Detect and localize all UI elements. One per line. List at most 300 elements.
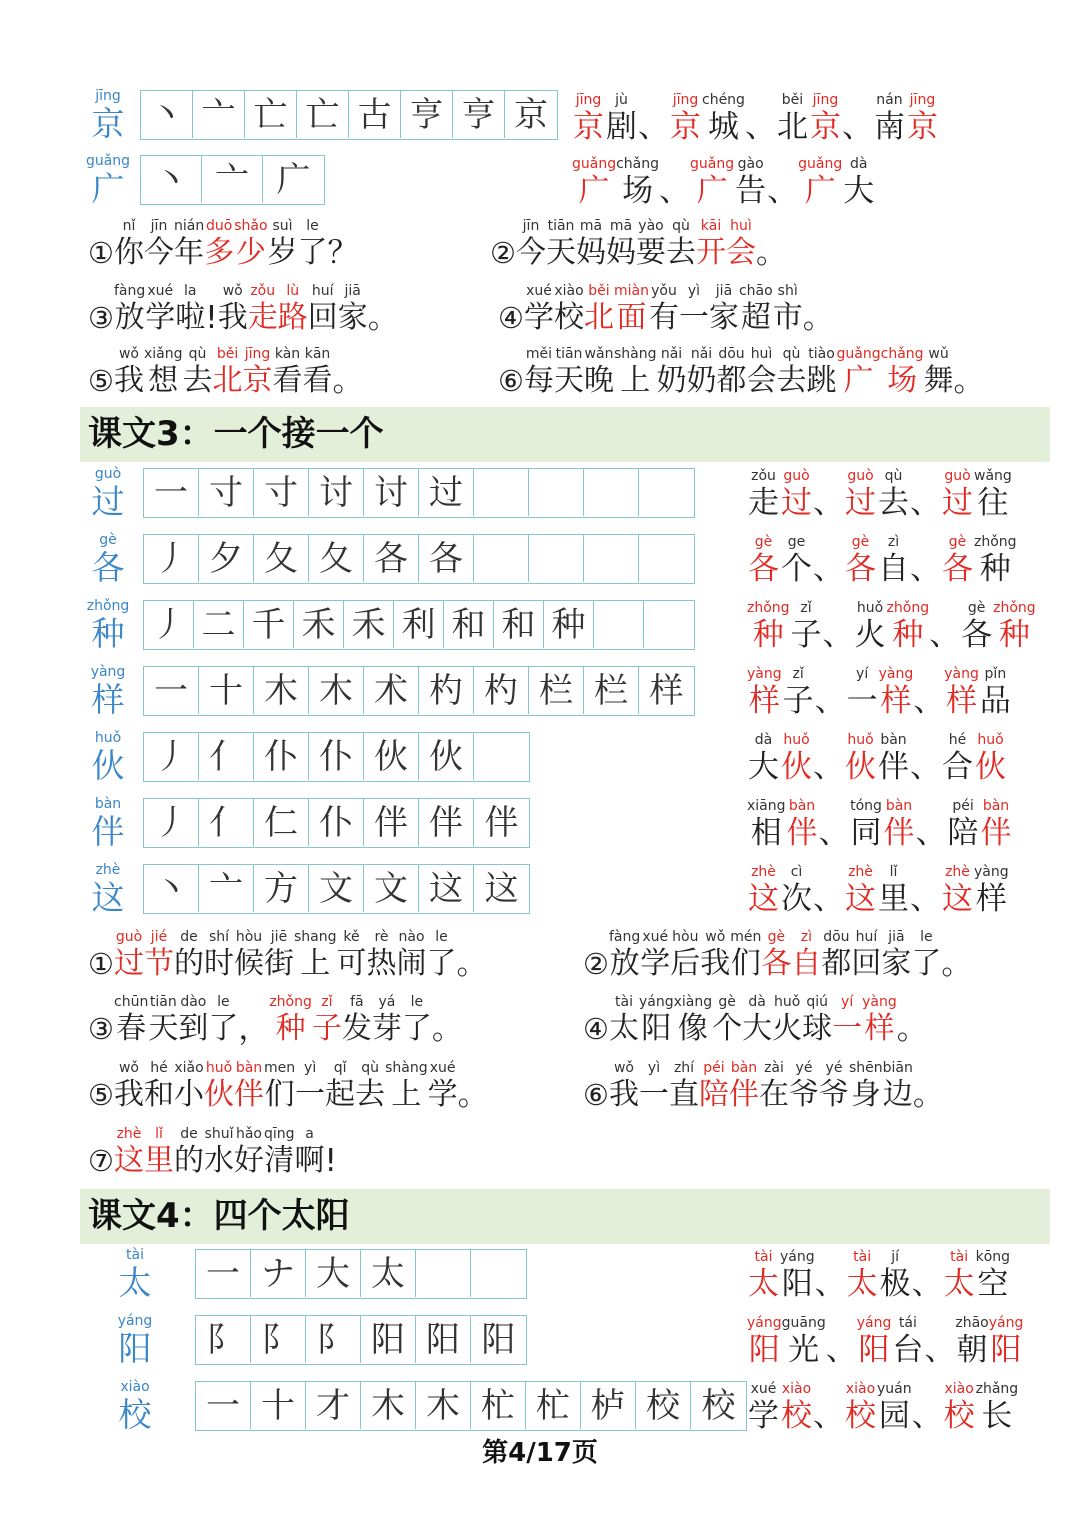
stroke-cell (639, 469, 694, 516)
stroke-cell: 亠 (193, 91, 245, 138)
hanzi: 火 (772, 1011, 803, 1046)
hanzi: 样 (880, 683, 912, 719)
hanzi: 超 (740, 300, 771, 335)
hanzi: 京 (573, 109, 604, 145)
char-pinyin: jīng (95, 88, 121, 104)
ruby-char (268, 218, 298, 271)
pinyin: tài (615, 994, 633, 1010)
pinyin: yáng (856, 1315, 892, 1331)
ruby-char (342, 994, 372, 1047)
ruby-char (295, 1060, 325, 1113)
pinyin: shuǐ (204, 1126, 234, 1142)
hanzi: 会 (746, 363, 777, 398)
stroke-cell: 和 (444, 601, 494, 648)
pinyin: zhǒng (886, 600, 930, 616)
pinyin: men (264, 1060, 296, 1076)
ruby-char (730, 929, 761, 982)
stroke-cell: 仆 (254, 733, 309, 780)
pinyin: lǐ (889, 864, 898, 880)
stroke-order-grid (143, 600, 695, 650)
punctuation: 。 (457, 1077, 489, 1113)
char-hanzi: 广 (91, 169, 125, 208)
hanzi: 各 (761, 946, 792, 981)
hanzi: 阳 (641, 1011, 672, 1046)
pinyin: qù (884, 468, 903, 484)
ruby-char (204, 1126, 234, 1179)
pinyin: yáng (747, 1315, 782, 1331)
char-7 (78, 796, 138, 852)
sentence-number: ① (88, 236, 114, 270)
pinyin: yǒu (651, 283, 677, 299)
ruby-char (702, 92, 745, 145)
stroke-cell: 这 (484, 868, 519, 909)
ruby-char (148, 994, 178, 1047)
char-pinyin: huǒ (94, 730, 122, 746)
ruby-char (640, 929, 670, 982)
pinyin: huí (855, 929, 878, 945)
punctuation: 。 (953, 363, 985, 399)
hanzi: 妈 (606, 235, 636, 270)
punctuation: 、 (818, 815, 850, 851)
ruby-char (877, 1381, 912, 1434)
hanzi: 像 (677, 1011, 708, 1046)
ruby-char (639, 994, 674, 1047)
highlighted-char (243, 346, 273, 399)
pinyin: zǒu (751, 468, 776, 484)
highlighted-char (989, 1315, 1024, 1368)
char-pinyin: yáng (117, 1313, 153, 1329)
stroke-cell: 样 (649, 670, 684, 711)
word-group (747, 864, 1009, 917)
punctuation: 、 (910, 485, 941, 521)
pinyin: kàn (274, 346, 301, 362)
stroke-cell: 木 (309, 667, 364, 714)
example-sentence (490, 218, 787, 271)
ruby-char (776, 92, 809, 145)
stroke-cell: 十 (199, 667, 254, 714)
ruby-char (208, 994, 238, 1047)
ruby-char (819, 1060, 849, 1113)
pinyin: le (217, 994, 230, 1010)
hanzi: 阳 (781, 1266, 813, 1302)
hanzi: 面 (616, 300, 647, 335)
highlighted-char (941, 468, 974, 521)
stroke-cell: 寸 (254, 469, 309, 516)
highlighted-char (786, 798, 819, 851)
ruby-char (303, 346, 333, 399)
word-group (747, 666, 1012, 719)
ruby-char (174, 1060, 204, 1113)
page-number: 第4/17页 (482, 1438, 598, 1468)
hanzi: 学 (748, 1398, 779, 1434)
hanzi: 剧 (606, 109, 637, 145)
hanzi: 这 (748, 881, 779, 917)
char-pinyin: bàn (94, 796, 122, 812)
hanzi: 相 (750, 815, 782, 851)
hanzi: 们 (730, 946, 761, 981)
hanzi: 长 (981, 1398, 1013, 1434)
sentence-number: ④ (583, 1012, 609, 1046)
pinyin: lǐ (155, 1126, 163, 1142)
punctuation: 、 (638, 109, 669, 145)
ruby-char (846, 666, 879, 719)
pinyin: bàn (730, 1060, 758, 1076)
hanzi: 种 (998, 617, 1030, 653)
char-hanzi: 样 (91, 680, 125, 719)
hanzi: 伴 (786, 815, 818, 851)
char-hanzi: 京 (91, 104, 125, 143)
ruby-char (264, 1126, 295, 1179)
pinyin: kě (343, 929, 360, 945)
example-sentence (88, 929, 488, 982)
hanzi: 了 (297, 235, 328, 270)
hanzi: 春 (116, 1011, 147, 1046)
char-pinyin: guǎng (85, 153, 131, 169)
hanzi: 看 (302, 363, 333, 398)
highlighted-char (584, 283, 614, 336)
pinyin: wǔ (928, 346, 949, 362)
hanzi: 陪 (699, 1077, 729, 1112)
pinyin: qǐ (333, 1060, 347, 1076)
pinyin: xué (642, 929, 669, 945)
ruby-char (114, 994, 148, 1047)
hanzi: 伴 (878, 749, 909, 785)
ruby-char (145, 283, 175, 336)
pinyin: huǒ (847, 732, 874, 748)
punctuation: 、 (813, 485, 844, 521)
highlighted-char (837, 346, 881, 399)
ruby-char (666, 218, 696, 271)
stroke-cell: 千 (244, 601, 294, 648)
hanzi: 样 (748, 683, 780, 719)
ruby-char (877, 864, 910, 917)
hanzi: 一 (678, 300, 709, 335)
hanzi: 了 (208, 1011, 239, 1046)
ruby-char (385, 1060, 428, 1113)
highlighted-char (729, 1060, 759, 1113)
hanzi: 走 (247, 300, 278, 335)
stroke-cell: 方 (254, 865, 309, 912)
pinyin: de (180, 929, 198, 945)
stroke-cell: 京 (514, 94, 548, 135)
highlighted-char (234, 1060, 264, 1113)
hanzi: 里 (878, 881, 909, 917)
ruby-char (524, 283, 554, 336)
pinyin: hòu (235, 929, 263, 945)
ruby-char (782, 666, 815, 719)
char-hanzi: 校 (118, 1395, 152, 1434)
stroke-cell: 阝 (251, 1316, 306, 1363)
pinyin: tóng (850, 798, 882, 814)
ruby-char (639, 1060, 669, 1113)
hanzi: 伙 (975, 749, 1006, 785)
stroke-cell (474, 469, 529, 516)
highlighted-char (572, 92, 605, 145)
stroke-cell: 丿 (144, 601, 194, 648)
hanzi: 边 (882, 1077, 913, 1112)
stroke-cell: 亻 (199, 733, 254, 780)
ruby-char (947, 798, 980, 851)
ruby-char (397, 929, 427, 982)
hanzi: 太 (943, 1266, 975, 1302)
punctuation: 、 (910, 749, 941, 785)
highlighted-char (879, 666, 914, 719)
highlighted-char (832, 994, 862, 1047)
highlighted-char (761, 929, 791, 982)
pinyin: zhāo (955, 1315, 989, 1331)
hanzi: 家 (337, 300, 368, 335)
hanzi: 球 (802, 1011, 833, 1046)
hanzi: 回 (851, 946, 882, 981)
stroke-order-grid (143, 534, 695, 584)
example-sentence (88, 346, 364, 399)
stroke-cell: 一 (196, 1382, 251, 1429)
ruby-char (759, 1060, 789, 1113)
pinyin: le (435, 929, 448, 945)
hanzi: 里 (144, 1143, 174, 1178)
example-sentence (498, 346, 985, 399)
char-pinyin: tài (126, 1247, 144, 1263)
pinyin: bàn (880, 732, 907, 748)
hanzi: 岁 (267, 235, 298, 270)
example-sentence (88, 1126, 337, 1179)
pinyin: yàng (862, 994, 897, 1010)
stroke-cell: 伴 (364, 799, 419, 846)
hanzi: 京 (670, 109, 701, 145)
hanzi: 在 (759, 1077, 789, 1112)
hanzi: 身 (850, 1077, 881, 1112)
pinyin: tái (898, 1315, 917, 1331)
hanzi: 子 (790, 617, 822, 653)
ruby-char (974, 534, 1017, 587)
pinyin: le (410, 994, 424, 1010)
pinyin: jīng (575, 92, 602, 108)
highlighted-char (204, 1060, 234, 1113)
pinyin: zhǒng (747, 600, 790, 616)
stroke-cell: 夂 (309, 535, 364, 582)
char-pinyin: xiào (120, 1379, 150, 1395)
word-group (747, 732, 1007, 785)
pinyin: jié (150, 929, 168, 945)
stroke-cell: 阳 (361, 1316, 416, 1363)
stroke-cell: 夂 (254, 535, 309, 582)
ruby-char (772, 994, 802, 1047)
hanzi: 去 (776, 363, 807, 398)
hanzi: 伴 (729, 1077, 759, 1112)
sentence-number: ③ (88, 301, 114, 335)
pinyin: huì (750, 346, 773, 362)
ruby-char (614, 346, 657, 399)
pinyin: guǎng (572, 156, 617, 172)
ruby-char (854, 600, 887, 653)
pinyin: jiā (888, 929, 905, 945)
stroke-cell: 讨 (364, 469, 419, 516)
stroke-cell: 阝 (306, 1316, 361, 1363)
stroke-cell: 寸 (199, 469, 254, 516)
highlighted-char (699, 1060, 729, 1113)
pinyin: wǒ (118, 346, 139, 362)
hanzi: 大 (843, 173, 875, 209)
hanzi: 去 (182, 363, 213, 398)
ruby-char (234, 929, 264, 982)
stroke-cell: 栏 (584, 667, 639, 714)
pinyin: xiào (554, 283, 584, 299)
hanzi: 光 (788, 1332, 820, 1368)
highlighted-char (747, 864, 780, 917)
stroke-cell: 阳 (416, 1316, 471, 1363)
hanzi: 跳 (806, 363, 837, 398)
ruby-char (372, 994, 402, 1047)
ruby-char (851, 929, 881, 982)
punctuation: 、 (813, 1398, 844, 1434)
ruby-char (204, 929, 234, 982)
char-hanzi: 伴 (91, 812, 125, 851)
pinyin: guò (847, 468, 874, 484)
stroke-cell: 阝 (196, 1316, 251, 1363)
ruby-char (175, 283, 205, 336)
highlighted-char (844, 864, 877, 917)
punctuation: 、 (910, 881, 941, 917)
ruby-char (873, 92, 906, 145)
stroke-cell: 各 (364, 535, 419, 582)
punctuation: 。 (802, 300, 834, 336)
hanzi: 后 (670, 946, 701, 981)
example-sentence (498, 283, 834, 336)
hanzi: 我 (114, 363, 144, 398)
hanzi: 妈 (576, 235, 606, 270)
hanzi: 种 (275, 1011, 306, 1046)
char-pinyin: gè (99, 532, 117, 548)
ruby-char (114, 283, 145, 336)
hanzi: 小 (174, 1077, 204, 1112)
hanzi: 了 (911, 946, 942, 981)
punctuation: ! (324, 1143, 337, 1179)
word-group (572, 92, 939, 145)
pinyin: shang (294, 929, 337, 945)
highlighted-char (269, 994, 312, 1047)
sentence-number: ⑦ (88, 1144, 114, 1178)
stroke-order-grid (195, 1249, 527, 1299)
pinyin: mén (730, 929, 762, 945)
stroke-cell: 大 (306, 1250, 361, 1297)
hanzi: 自 (878, 551, 909, 587)
hanzi: 起 (325, 1077, 356, 1112)
sentence-number: ⑤ (88, 364, 114, 398)
hanzi: 合 (942, 749, 973, 785)
hanzi: 要 (636, 235, 666, 270)
ruby-char (747, 798, 786, 851)
pinyin: zhǎng (975, 1381, 1019, 1397)
pinyin: bàn (788, 798, 816, 814)
ruby-char (554, 346, 584, 399)
pinyin: tiān (149, 994, 177, 1010)
hanzi: 家 (708, 300, 739, 335)
pinyin: kōng (975, 1249, 1011, 1265)
hanzi: 阳 (990, 1332, 1022, 1368)
hanzi: 各 (845, 551, 876, 587)
hanzi: 北 (776, 109, 808, 145)
pinyin: yàng (878, 666, 914, 682)
pinyin: qù (782, 346, 801, 362)
hanzi: 放 (114, 300, 145, 335)
highlighted-char (844, 468, 877, 521)
hanzi: 这 (942, 881, 973, 917)
stroke-cell: 古 (349, 91, 401, 138)
pinyin: gè (767, 929, 786, 945)
stroke-cell: 各 (419, 535, 474, 582)
ruby-char (273, 346, 303, 399)
stroke-cell: ナ (251, 1250, 306, 1297)
highlighted-char (791, 929, 821, 982)
pinyin: fā (350, 994, 364, 1010)
hanzi: 校 (781, 1398, 812, 1434)
stroke-cell: 二 (194, 601, 244, 648)
pinyin: chǎng (616, 156, 660, 172)
highlighted-char (669, 92, 702, 145)
ruby-char (807, 346, 837, 399)
pinyin: zhǒng (974, 534, 1017, 550)
char-2 (78, 466, 138, 522)
pinyin: rè (374, 929, 389, 945)
ruby-char (669, 1060, 699, 1113)
punctuation: 、 (659, 173, 691, 209)
stroke-cell: 文 (364, 865, 419, 912)
stroke-cell: 禾 (294, 601, 344, 648)
pinyin: yàng (944, 666, 979, 682)
pinyin: xiǎo (174, 1060, 204, 1076)
char-6 (78, 730, 138, 786)
pinyin: cì (790, 864, 803, 880)
stroke-cell: 种 (544, 601, 594, 648)
hanzi: 了 (426, 946, 457, 981)
example-sentence (88, 1060, 489, 1113)
stroke-cell: 过 (419, 469, 474, 516)
pinyin: dà (754, 732, 773, 748)
ruby-char (218, 283, 248, 336)
hanzi: 热 (366, 946, 397, 981)
highlighted-char (844, 1381, 877, 1434)
pinyin: jīng (812, 92, 839, 108)
stroke-cell: 十 (251, 1382, 306, 1429)
sentence-number: ⑤ (88, 1078, 114, 1112)
pinyin: wǒ (222, 283, 243, 299)
hanzi: 种 (752, 617, 784, 653)
word-group (747, 1381, 1018, 1434)
highlighted-char (883, 798, 916, 851)
ruby-char (782, 1315, 826, 1368)
example-sentence (583, 929, 972, 982)
ruby-char (144, 1060, 174, 1113)
highlighted-char (144, 929, 174, 982)
stroke-cell: 仁 (254, 799, 309, 846)
pinyin: jīng (672, 92, 699, 108)
punctuation: 。 (896, 1011, 928, 1047)
hanzi: 校 (845, 1398, 876, 1434)
highlighted-char (862, 994, 897, 1047)
hanzi: 阳 (858, 1332, 890, 1368)
hanzi: 啊 (294, 1143, 325, 1178)
pinyin: wǒ (705, 929, 726, 945)
pinyin: bàn (235, 1060, 263, 1076)
pinyin: yé (825, 1060, 843, 1076)
hanzi: 回 (307, 300, 338, 335)
hanzi: 样 (975, 881, 1007, 917)
pinyin: jīn (522, 218, 540, 234)
hanzi: 京 (242, 363, 273, 398)
punctuation: 、 (814, 1266, 846, 1302)
ruby-char (554, 283, 584, 336)
highlighted-char (572, 156, 616, 209)
